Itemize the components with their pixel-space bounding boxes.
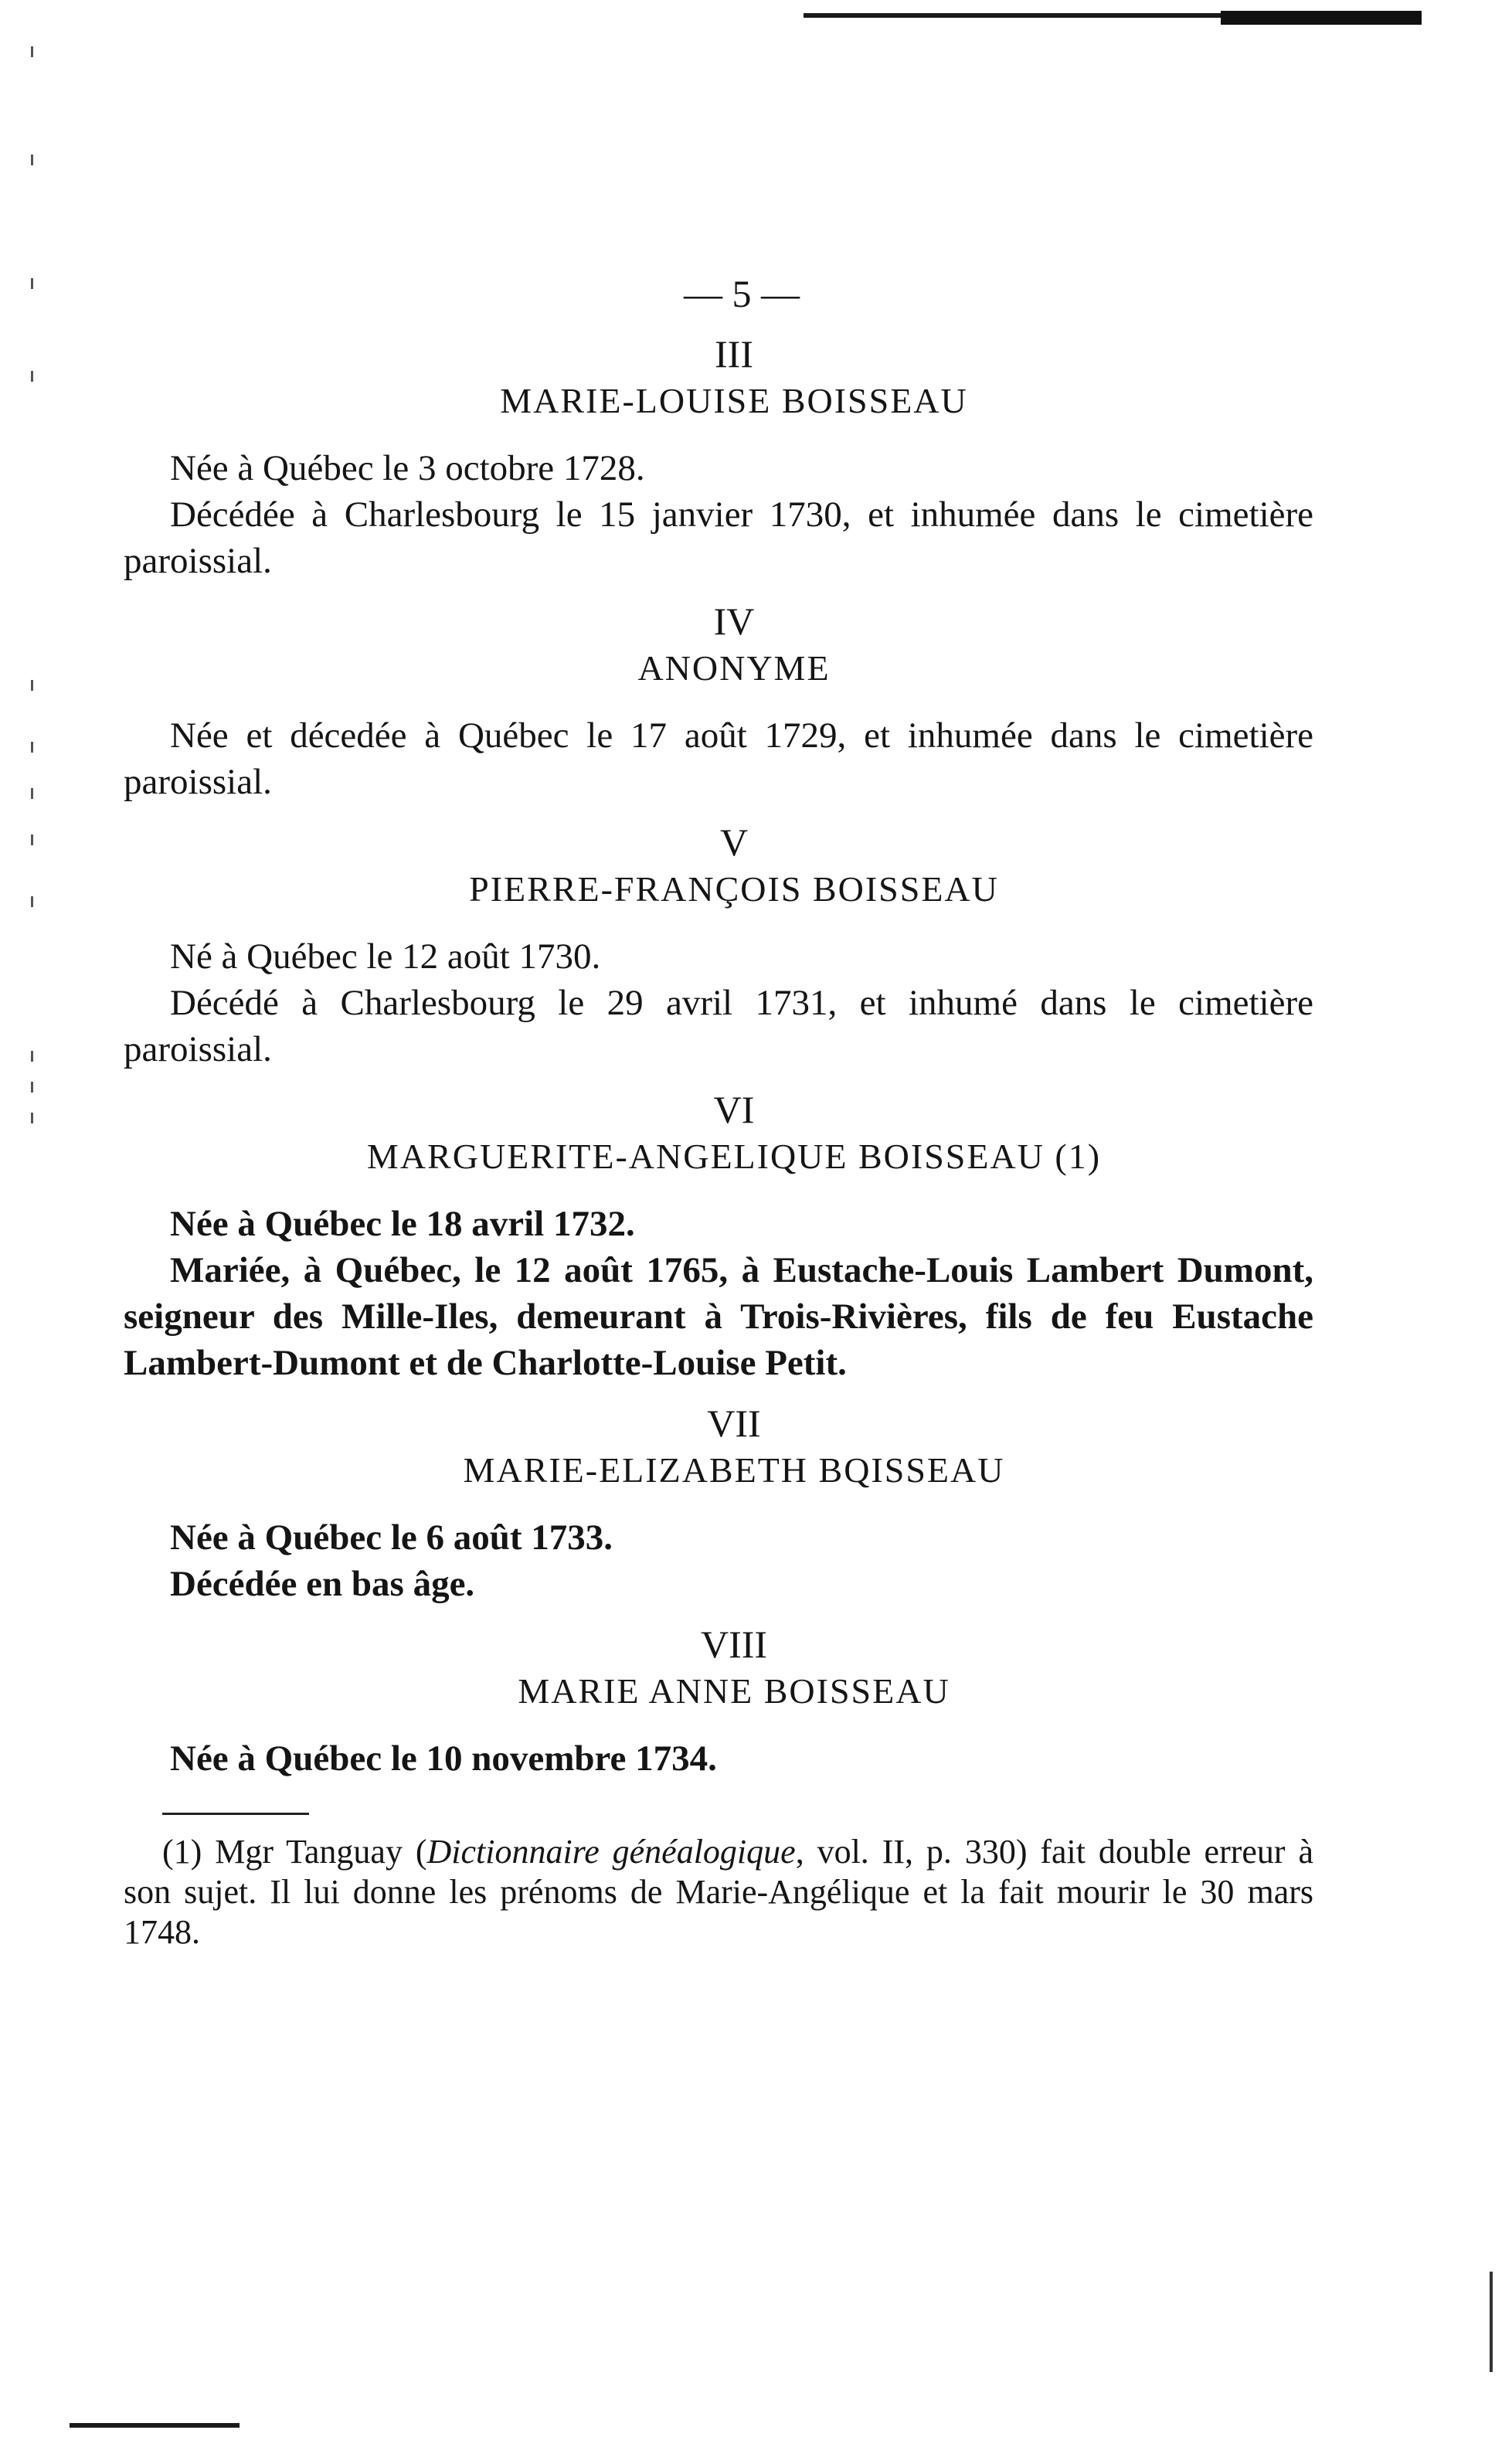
footnote-title: Dictionnaire généalogique xyxy=(426,1833,796,1871)
entry-section xyxy=(124,598,1313,805)
entry-name: MARIE ANNE BOISSEAU xyxy=(518,1671,950,1711)
margin-scan-marks xyxy=(31,46,54,1128)
page-number: — 5 — xyxy=(684,272,800,315)
entry-section xyxy=(124,331,1313,584)
footnote-divider xyxy=(162,1813,309,1815)
entry-paragraph: Décédé à Charlesbourg le 29 avril 1731, et inhumé dans le cimetière paroissial. xyxy=(124,983,1313,1069)
genealogy-entries xyxy=(124,331,1313,1782)
entry-paragraph: Née et décedée à Québec le 17 août 1729, et inhumée dans le cimetière paroissial. xyxy=(124,715,1313,802)
entry-name: ANONYME xyxy=(637,648,831,688)
entry-paragraph: Mariée, à Québec, le 12 août 1765, à Eustache-Louis Lambert Dumont, seigneur des Mille-Iles, demeurant à Trois-Rivières, fils de feu Eustache Lambert-Dumont et de Charlotte-Louise Petit. xyxy=(124,1250,1313,1383)
entry-section xyxy=(124,1621,1313,1782)
entry-paragraph: Né à Québec le 12 août 1730. xyxy=(170,936,601,977)
footnote xyxy=(124,1832,1313,1953)
entry-paragraph: Née à Québec le 18 avril 1732. xyxy=(170,1204,635,1244)
entry-paragraph: Née à Québec le 10 novembre 1734. xyxy=(170,1738,717,1779)
entry-number: VII xyxy=(707,1402,761,1445)
entry-name: MARIE-ELIZABETH BQISSEAU xyxy=(463,1450,1005,1490)
entry-name: MARGUERITE-ANGELIQUE BOISSEAU (1) xyxy=(366,1137,1102,1176)
footnote-text-after: , vol. II, p. 330) fait double erreur à son sujet. Il lui donne les prénoms de Marie-Angélique et la fait mourir le 30 mars 1748. xyxy=(124,1833,1313,1951)
entry-paragraph: Née à Québec le 3 octobre 1728. xyxy=(170,448,645,488)
entry-number: VIII xyxy=(700,1623,768,1666)
entry-number: IV xyxy=(713,600,755,643)
footnote-marker: (1) xyxy=(162,1833,202,1871)
document-page xyxy=(124,270,1313,1953)
footnote-text-before: Mgr Tanguay ( xyxy=(215,1833,427,1871)
entry-paragraph: Décédée à Charlesbourg le 15 janvier 1730, et inhumée dans le cimetière paroissial. xyxy=(124,494,1313,581)
entry-name: MARIE-LOUISE BOISSEAU xyxy=(500,381,968,420)
top-scan-rule xyxy=(804,11,1422,20)
entry-section xyxy=(124,1400,1313,1607)
entry-number: VI xyxy=(713,1088,755,1131)
entry-section xyxy=(124,1086,1313,1386)
right-scan-mark xyxy=(1490,2272,1493,2372)
entry-paragraph: Née à Québec le 6 août 1733. xyxy=(170,1517,613,1558)
entry-name: PIERRE-FRANÇOIS BOISSEAU xyxy=(469,869,999,909)
entry-number: III xyxy=(715,332,753,376)
entry-paragraph: Décédée en bas âge. xyxy=(170,1564,475,1604)
bottom-scan-rule xyxy=(70,2423,240,2428)
entry-section xyxy=(124,819,1313,1072)
entry-number: V xyxy=(719,821,749,864)
